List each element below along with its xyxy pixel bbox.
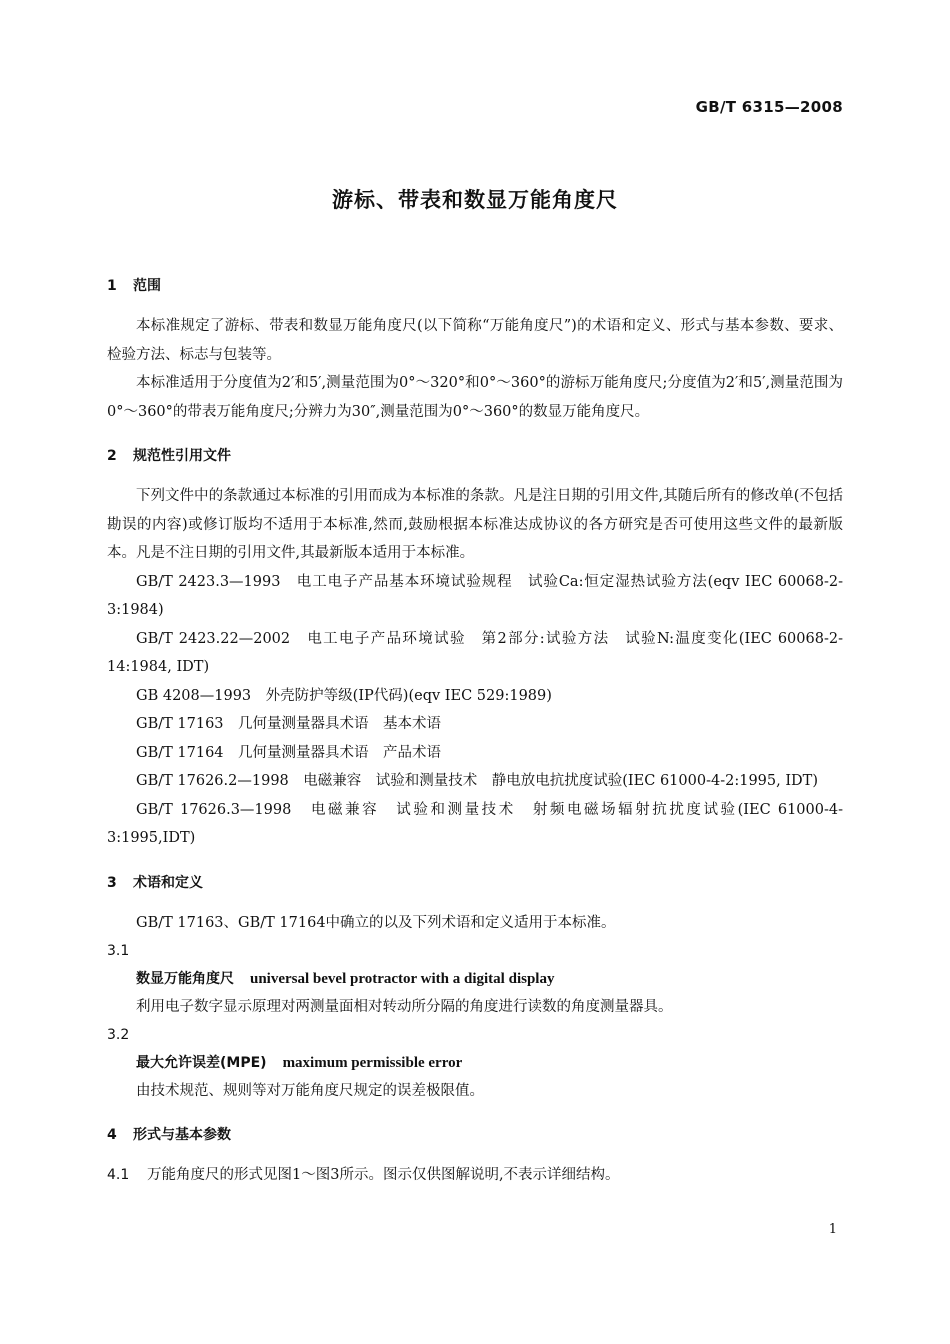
section-2-title: 规范性引用文件 [133, 448, 231, 464]
reference-code: GB/T 2423.22—2002 [136, 630, 291, 647]
term-entry [107, 1049, 843, 1077]
section-4-title: 形式与基本参数 [133, 1127, 231, 1143]
section-1-heading [107, 272, 843, 300]
document-title: 游标、带表和数显万能角度尺 [332, 188, 618, 212]
normative-reference [107, 739, 843, 768]
section-2-number: 2 [107, 448, 117, 464]
reference-title: 电工电子产品基本环境试验规程 试验Ca:恒定湿热试验方法(eqv IEC 60068-2-3:1984) [107, 573, 843, 618]
normative-reference [107, 710, 843, 739]
term-definition: 由技术规范、规则等对万能角度尺规定的误差极限值。 [136, 1083, 484, 1099]
section-4-number: 4 [107, 1127, 117, 1143]
term-entry [107, 965, 843, 993]
page-number: 1 [828, 1222, 837, 1237]
reference-title: 电磁兼容 试验和测量技术 静电放电抗扰度试验(IEC 61000-4-2:1995, IDT) [303, 773, 819, 789]
reference-code: GB 4208—1993 [136, 687, 252, 704]
section-3-intro: GB/T 17163、GB/T 17164中确立的以及下列术语和定义适用于本标准。 [136, 914, 616, 931]
clause-text: 万能角度尺的形式见图1～图3所示。图示仅供图解说明,不表示详细结构。 [147, 1167, 620, 1183]
section-1-paragraph: 本标准规定了游标、带表和数显万能角度尺(以下简称“万能角度尺”)的术语和定义、形式与基本参数、要求、检验方法、标志与包装等。 [107, 318, 843, 363]
reference-code: GB/T 17626.2—1998 [136, 773, 289, 789]
standard-code: GB/T 6315—2008 [695, 98, 843, 116]
reference-title: 几何量测量器具术语 产品术语 [238, 744, 442, 761]
section-1-number: 1 [107, 278, 117, 294]
section-1-title: 范围 [133, 278, 161, 294]
clause-4-1 [107, 1161, 843, 1189]
reference-code: GB/T 17626.3—1998 [136, 801, 292, 818]
reference-code: GB/T 17163 [136, 716, 224, 732]
reference-title: 电磁兼容 试验和测量技术 射频电磁场辐射抗扰度试验(IEC 61000-4-3:1995,IDT) [107, 801, 844, 846]
term-english: universal bevel protractor with a digital display [250, 971, 555, 987]
section-3-number: 3 [107, 874, 117, 891]
clause-number: 4.1 [107, 1167, 130, 1183]
normative-reference [107, 767, 843, 796]
normative-reference [107, 625, 843, 682]
section-1-paragraph: 本标准适用于分度值为2′和5′,测量范围为0°～320°和0°～360°的游标万能角度尺;分度值为2′和5′,测量范围为0°～360°的带表万能角度尺;分辨力为30″,测量范围为0°～360°的数显万能角度尺。 [107, 375, 843, 420]
term-english: maximum permissible error [282, 1055, 463, 1071]
reference-title: 几何量测量器具术语 基本术语 [238, 716, 442, 732]
reference-code: GB/T 2423.3—1993 [136, 573, 281, 590]
reference-title: 外壳防护等级(IP代码)(eqv IEC 529:1989) [265, 687, 552, 704]
reference-title: 电工电子产品环境试验 第2部分:试验方法 试验N:温度变化(IEC 60068-2-14:1984, IDT) [107, 630, 843, 675]
document-body [107, 272, 843, 1189]
term-number: 3.1 [107, 943, 130, 959]
normative-reference [107, 796, 843, 853]
section-2-heading [107, 442, 843, 470]
section-4-heading [107, 1121, 843, 1149]
reference-code: GB/T 17164 [136, 744, 224, 761]
section-3-title: 术语和定义 [133, 874, 203, 891]
normative-reference [107, 568, 843, 625]
normative-reference [107, 682, 843, 711]
section-2-intro: 下列文件中的条款通过本标准的引用而成为本标准的条款。凡是注日期的引用文件,其随后所有的修改单(不包括勘误的内容)或修订版均不适用于本标准,然而,鼓励根据本标准达成协议的各方研究是否可使用这些文件的最新版本。凡是不注日期的引用文件,其最新版本适用于本标准。 [107, 488, 843, 561]
term-chinese: 最大允许误差(MPE) [136, 1055, 267, 1071]
term-number: 3.2 [107, 1027, 130, 1043]
section-3-heading [107, 869, 843, 897]
term-chinese: 数显万能角度尺 [136, 971, 234, 987]
term-definition: 利用电子数字显示原理对两测量面相对转动所分隔的角度进行读数的角度测量器具。 [136, 999, 673, 1015]
